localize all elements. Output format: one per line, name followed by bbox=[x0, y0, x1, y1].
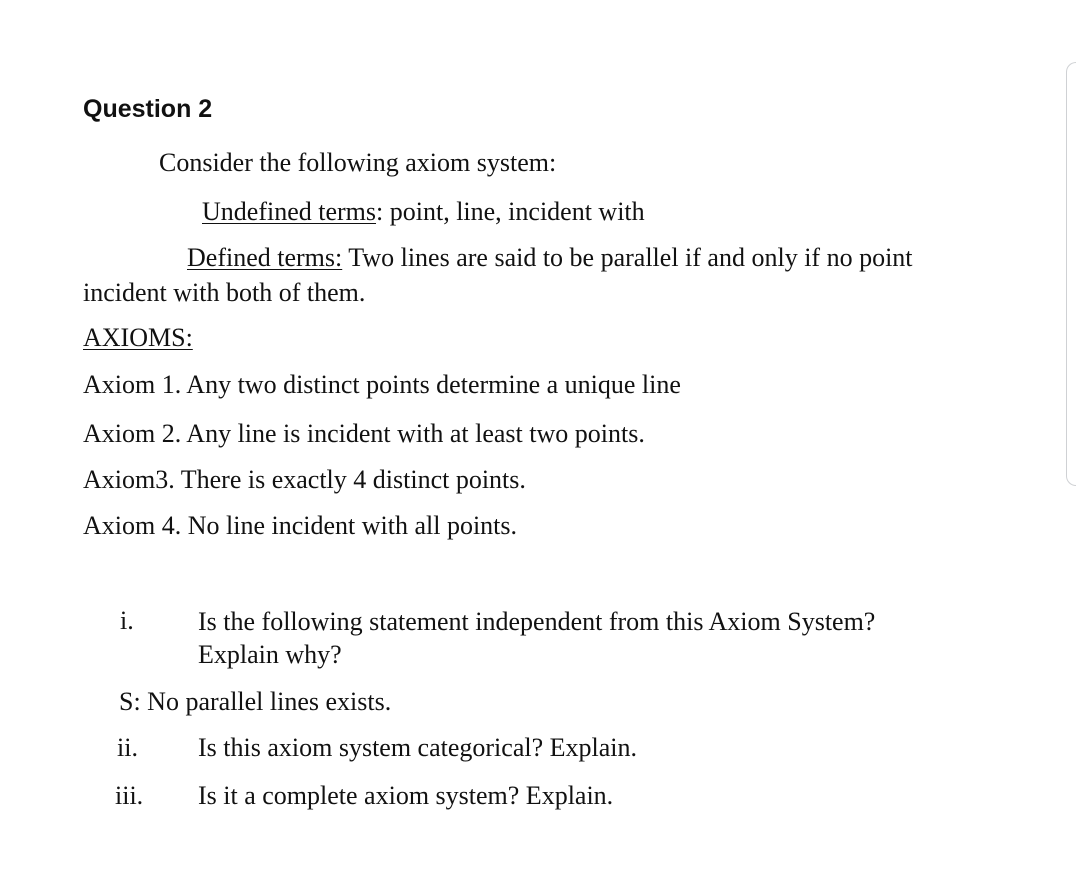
part-i-line-1: Is the following statement independent from this Axiom System? bbox=[198, 607, 876, 636]
axiom-2: Axiom 2. Any line is incident with at least two points. bbox=[83, 419, 645, 448]
undefined-terms-label: Undefined terms bbox=[202, 197, 377, 226]
part-iii-text: Is it a complete axiom system? Explain. bbox=[198, 781, 614, 810]
axiom-1: Axiom 1. Any two distinct points determine a unique line bbox=[83, 370, 681, 399]
part-i-numeral: i. bbox=[120, 606, 134, 635]
intro-text: Consider the following axiom system: bbox=[159, 148, 557, 177]
part-ii-numeral: ii. bbox=[117, 733, 138, 762]
defined-terms-text-2: incident with both of them. bbox=[83, 278, 366, 307]
defined-terms-line bbox=[187, 242, 913, 274]
undefined-terms-line bbox=[202, 196, 645, 228]
undefined-terms-colon: : bbox=[376, 197, 384, 226]
part-i-line-2: Explain why? bbox=[198, 640, 342, 669]
statement-s: S: No parallel lines exists. bbox=[119, 687, 392, 716]
defined-terms-text-1: Two lines are said to be parallel if and only if no point bbox=[342, 243, 913, 272]
part-ii-text: Is this axiom system categorical? Explain. bbox=[198, 733, 637, 762]
scroll-edge-tab[interactable] bbox=[1066, 62, 1076, 486]
axioms-heading: AXIOMS: bbox=[83, 323, 193, 352]
axiom-4: Axiom 4. No line incident with all points. bbox=[83, 511, 518, 540]
part-iii-numeral: iii. bbox=[115, 781, 144, 810]
part-i-text bbox=[198, 605, 875, 671]
question-heading: Question 2 bbox=[83, 95, 213, 123]
undefined-terms-text: point, line, incident with bbox=[383, 197, 645, 226]
defined-terms-label: Defined terms: bbox=[187, 243, 343, 272]
axiom-3: Axiom3. There is exactly 4 distinct points. bbox=[83, 465, 526, 494]
